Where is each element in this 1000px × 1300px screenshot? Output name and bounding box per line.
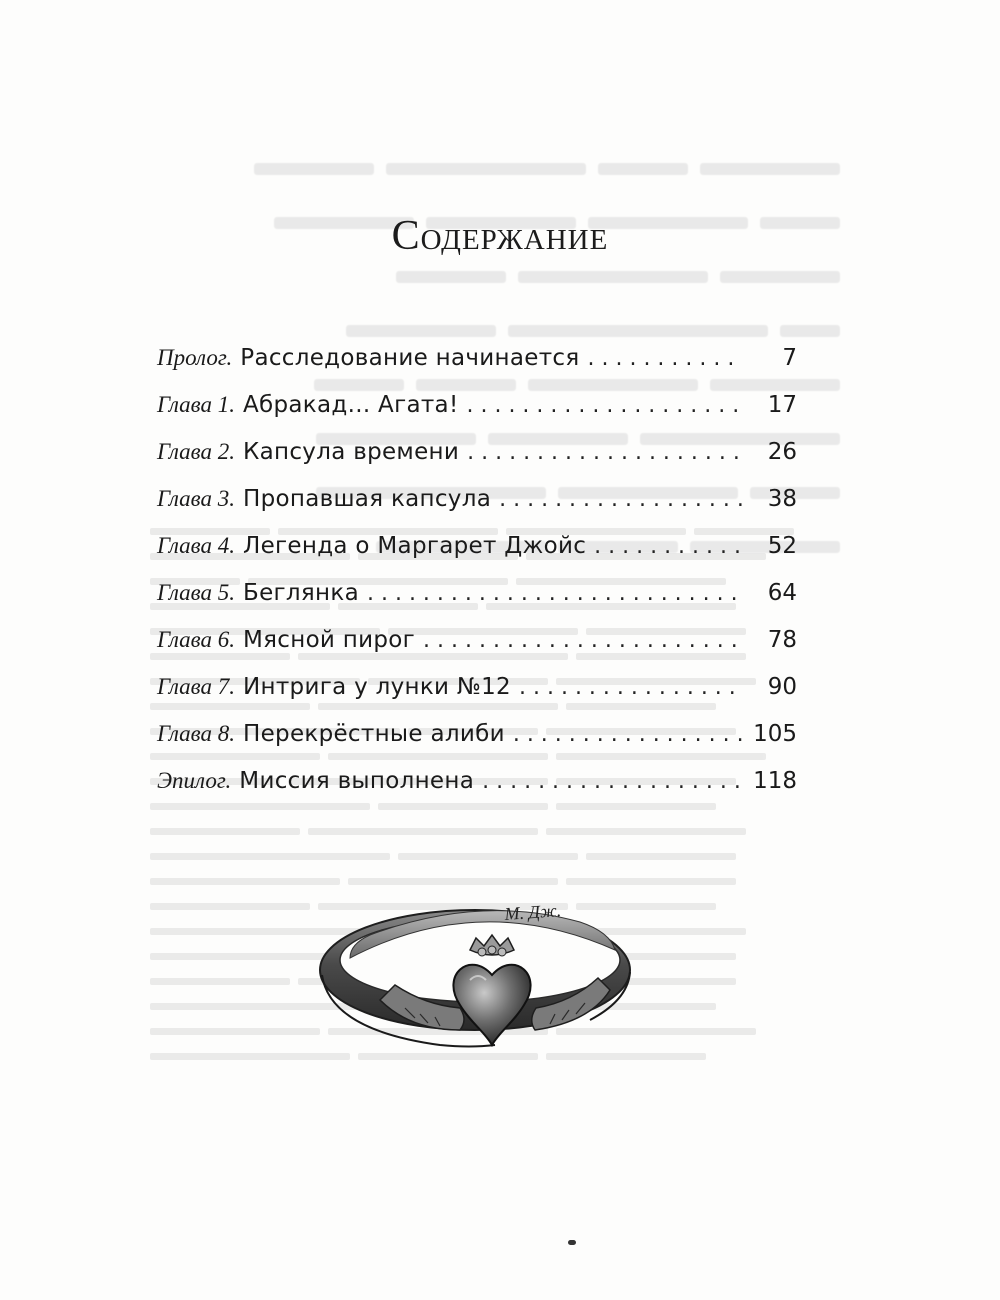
- toc-entry-prefix: Пролог.: [157, 345, 233, 370]
- claddagh-ring-icon: [310, 880, 670, 1095]
- leader-dots: [423, 628, 743, 653]
- toc-entry-prefix: Эпилог.: [157, 768, 232, 793]
- toc-entry-chapter-3[interactable]: [157, 486, 797, 533]
- toc-entry-epilogue[interactable]: [157, 768, 797, 815]
- toc-entry-chapter-5[interactable]: [157, 580, 797, 627]
- leader-dots: [482, 769, 743, 794]
- leader-dots: [513, 722, 743, 747]
- toc-entry-page: 64: [767, 580, 797, 606]
- toc-entry-page: 26: [767, 439, 797, 465]
- leader-dots: [594, 534, 743, 559]
- toc-entry-prefix: Глава 2.: [157, 439, 235, 464]
- toc-entry-title: Абракад... Агата!: [243, 392, 459, 418]
- toc-entry-chapter-1[interactable]: [157, 392, 797, 439]
- toc-entry-chapter-2[interactable]: [157, 439, 797, 486]
- toc-entry-page: 78: [767, 627, 797, 653]
- leader-dots: [466, 393, 743, 418]
- toc-entry-prefix: Глава 3.: [157, 486, 235, 511]
- toc-entry-title: Интрига у лунки №12: [243, 674, 511, 700]
- toc-entry-prefix: Глава 7.: [157, 674, 235, 699]
- toc-entry-page: 105: [753, 721, 797, 747]
- toc-entry-prefix: Глава 1.: [157, 392, 235, 417]
- toc-entry-chapter-6[interactable]: [157, 627, 797, 674]
- toc-entry-prefix: Глава 4.: [157, 533, 235, 558]
- toc-entry-title: Пропавшая капсула: [243, 486, 492, 512]
- toc-entry-page: 38: [767, 486, 797, 512]
- toc-entry-title: Капсула времени: [243, 439, 460, 465]
- toc-entry-prefix: Глава 8.: [157, 721, 235, 746]
- ring-engraving: М. Дж.: [503, 900, 562, 924]
- leader-dots: [588, 346, 744, 371]
- contents-title-text: Содержание: [391, 213, 609, 259]
- toc-entry-prefix: Глава 6.: [157, 627, 235, 652]
- toc-entry-title: Беглянка: [243, 580, 359, 606]
- contents-title: [0, 212, 1000, 260]
- toc-entry-title: Миссия выполнена: [239, 768, 475, 794]
- toc-entry-chapter-8[interactable]: [157, 721, 797, 768]
- toc-entry-prefix: Глава 5.: [157, 580, 235, 605]
- table-of-contents: [157, 345, 797, 815]
- toc-entry-title: Перекрёстные алиби: [243, 721, 505, 747]
- toc-entry-page: 118: [753, 768, 797, 794]
- leader-dots: [367, 581, 743, 606]
- toc-entry-prologue[interactable]: [157, 345, 797, 392]
- print-speck: [568, 1240, 576, 1245]
- toc-entry-page: 7: [782, 345, 797, 371]
- toc-entry-page: 90: [767, 674, 797, 700]
- leader-dots: [519, 675, 743, 700]
- toc-entry-title: Легенда о Маргарет Джойс: [243, 533, 587, 559]
- leader-dots: [467, 440, 743, 465]
- toc-entry-page: 52: [767, 533, 797, 559]
- toc-entry-chapter-7[interactable]: [157, 674, 797, 721]
- leader-dots: [499, 487, 743, 512]
- toc-entry-chapter-4[interactable]: [157, 533, 797, 580]
- toc-entry-title: Мясной пирог: [243, 627, 416, 653]
- toc-entry-page: 17: [767, 392, 797, 418]
- toc-entry-title: Расследование начинается: [240, 345, 580, 371]
